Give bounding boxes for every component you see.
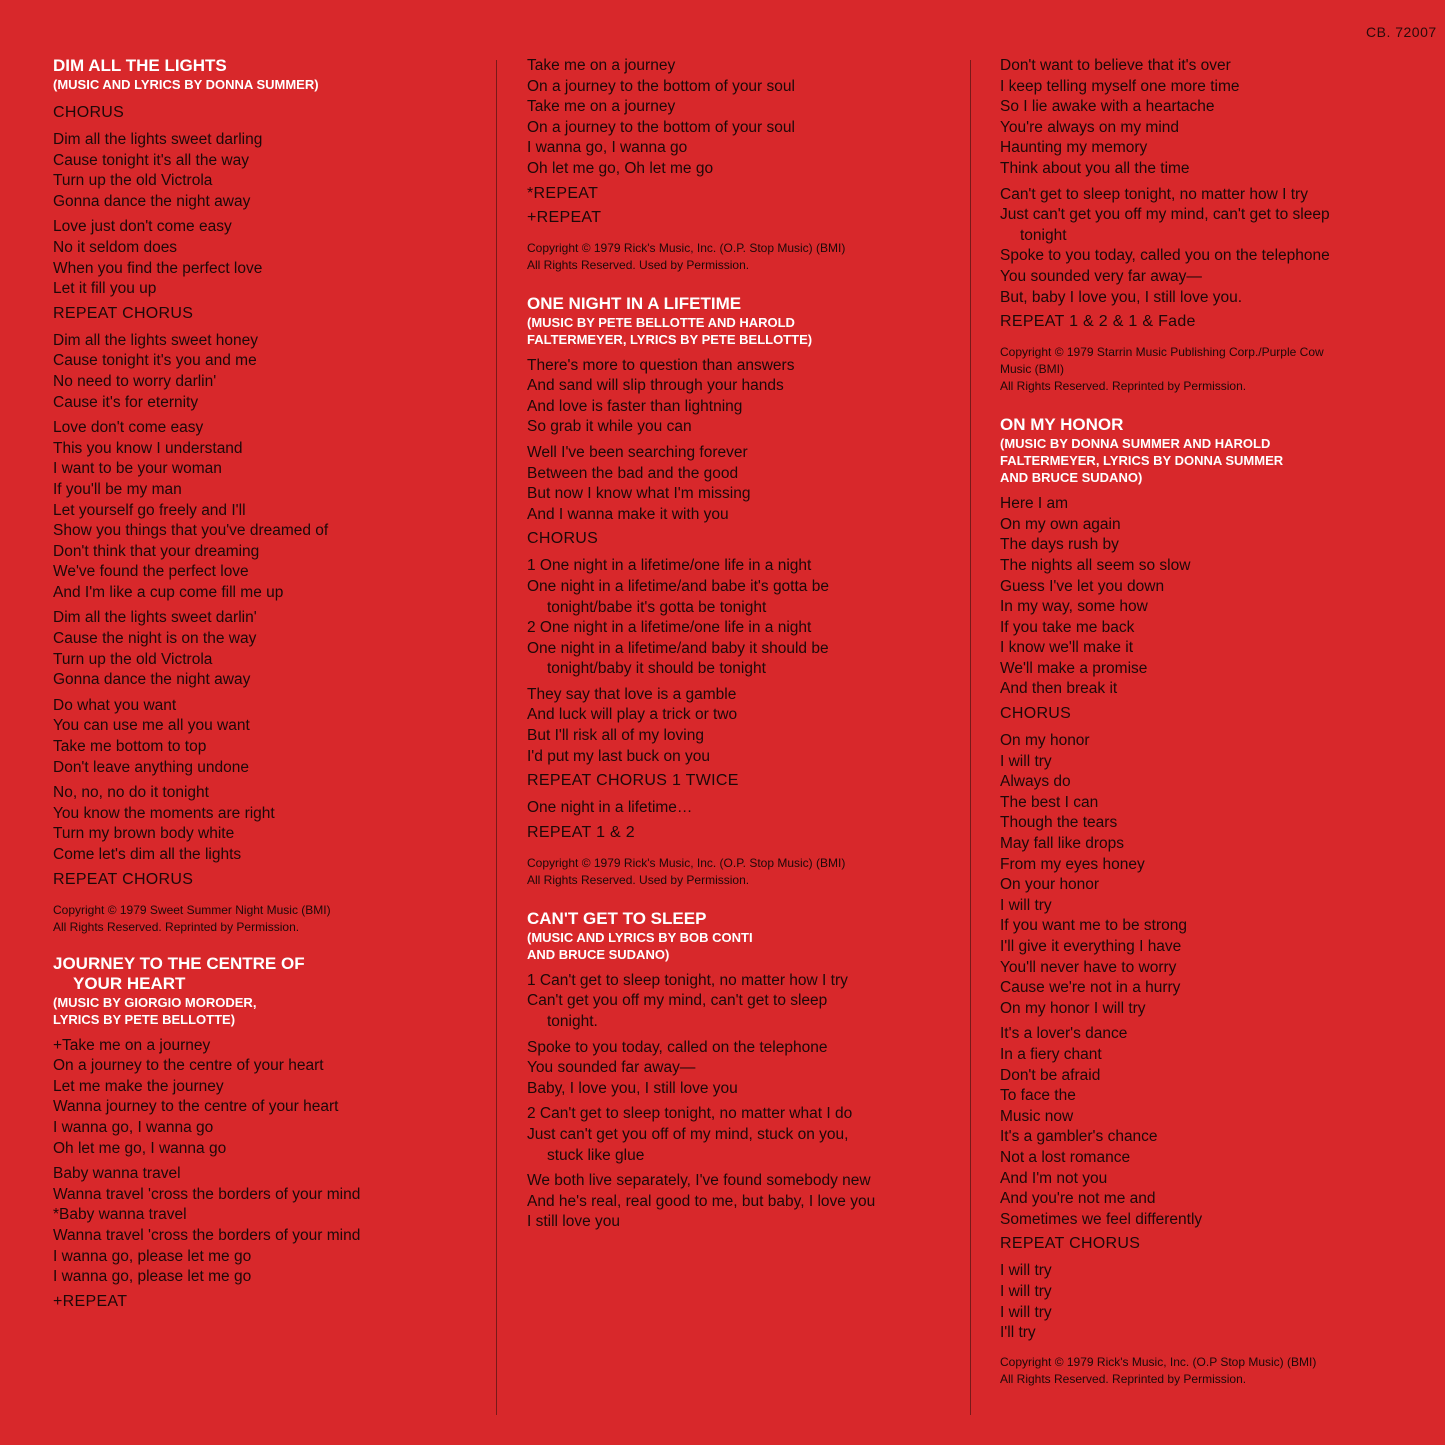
- lyric-line: And I wanna make it with you: [527, 505, 729, 523]
- lyric-line: Wanna journey to the centre of your heart: [53, 1098, 339, 1116]
- repeat-label: *REPEAT: [527, 184, 599, 202]
- song-credits: [527, 929, 962, 963]
- lyric-line: Don't leave anything undone: [53, 758, 249, 776]
- lyric-line: And luck will play a trick or two: [527, 706, 738, 724]
- lyric-line: If you'll be my man: [53, 480, 182, 498]
- lyric-line: And then break it: [1000, 680, 1118, 698]
- lyric-line: You can use me all you want: [53, 717, 250, 735]
- lyric-stanza: [53, 331, 483, 413]
- lyric-line: Let me make the journey: [53, 1077, 224, 1095]
- repeat-label: +REPEAT: [527, 208, 602, 226]
- lyric-line: No, no, no do it tonight: [53, 784, 209, 802]
- lyric-line: Don't think that your dreaming: [53, 542, 260, 560]
- song-on-my-honor: [1000, 415, 1430, 1388]
- copyright-line: Music (BMI): [1000, 362, 1064, 377]
- lyric-line: You're always on my mind: [1000, 118, 1179, 136]
- lyric-line: They say that love is a gamble: [527, 685, 737, 703]
- lyric-line: 2 One night in a lifetime/one life in a night: [527, 619, 812, 637]
- lyric-line: Cause tonight it's you and me: [53, 352, 257, 370]
- lyric-stanza: [527, 56, 962, 180]
- song-journey-continued: [527, 56, 962, 274]
- song-title: [53, 954, 483, 994]
- copyright-line: All Rights Reserved. Used by Permission.: [527, 257, 750, 272]
- song-title: ONE NIGHT IN A LIFETIME: [527, 293, 742, 313]
- lyric-stanza: [53, 1164, 483, 1288]
- lyric-line: 1 Can't get to sleep tonight, no matter how I try: [527, 971, 848, 989]
- song-cant-get-to-sleep: [527, 909, 962, 1233]
- copyright-line: All Rights Reserved. Reprinted by Permission.: [1000, 379, 1247, 394]
- chorus-label: CHORUS: [527, 530, 599, 548]
- credits-line: FALTERMEYER, LYRICS BY PETE BELLOTTE): [527, 331, 813, 347]
- lyric-stanza: [527, 1171, 962, 1233]
- lyric-line: Spoke to you today, called you on the telephone: [1000, 247, 1330, 265]
- lyric-line: Can't get to sleep tonight, no matter how I try: [1000, 185, 1308, 203]
- lyric-line: The best I can: [1000, 793, 1099, 811]
- lyric-line: Take me on a journey: [527, 57, 676, 74]
- lyric-line: Well I've been searching forever: [527, 443, 748, 461]
- repeat-chorus-label: REPEAT CHORUS: [53, 304, 194, 322]
- lyric-line-continued: tonight: [1020, 226, 1067, 244]
- song-credits: (MUSIC AND LYRICS BY DONNA SUMMER): [53, 77, 319, 92]
- lyric-line: Though the tears: [1000, 814, 1118, 832]
- credits-line: LYRICS BY PETE BELLOTTE): [53, 1011, 236, 1027]
- lyric-line: Don't be afraid: [1000, 1066, 1101, 1084]
- lyric-line: Love just don't come easy: [53, 218, 232, 236]
- lyric-line: On your honor: [1000, 876, 1100, 894]
- lyric-stanza: [527, 556, 962, 680]
- chorus-label: CHORUS: [53, 104, 125, 121]
- lyric-line: Baby, I love you, I still love you: [527, 1079, 738, 1097]
- lyric-line: On a journey to the bottom of your soul: [527, 118, 795, 136]
- lyric-line: On my own again: [1000, 515, 1121, 533]
- lyric-line: I will try: [1000, 1262, 1052, 1280]
- copyright-notice: [53, 902, 483, 936]
- lyrics-column-2: [527, 56, 962, 1233]
- repeat-label: REPEAT 1 & 2 & 1 & Fade: [1000, 313, 1196, 331]
- lyric-line: On a journey to the bottom of your soul: [527, 77, 795, 95]
- lyric-line: Cause the night is on the way: [53, 630, 257, 648]
- lyric-line: Music now: [1000, 1107, 1074, 1125]
- lyric-line: Let yourself go freely and I'll: [53, 501, 246, 519]
- lyric-stanza: [53, 130, 483, 212]
- lyrics-column-1: [53, 56, 483, 1314]
- lyric-line: From my eyes honey: [1000, 855, 1145, 873]
- credits-line: (MUSIC AND LYRICS BY BOB CONTI: [527, 929, 753, 945]
- lyric-line: In a fiery chant: [1000, 1045, 1102, 1063]
- column-divider-left: [496, 60, 497, 1415]
- copyright-notice: [1000, 344, 1430, 395]
- lyric-line: The nights all seem so slow: [1000, 556, 1191, 574]
- lyric-line: One night in a lifetime/and babe it's gotta be: [527, 577, 829, 595]
- copyright-line: Copyright © 1979 Starrin Music Publishing Corp./Purple Cow: [1000, 345, 1324, 360]
- lyric-line: I wanna go, I wanna go: [527, 139, 688, 157]
- lyric-line: Cause we're not in a hurry: [1000, 979, 1181, 997]
- song-title-line: JOURNEY TO THE CENTRE OF: [53, 953, 305, 973]
- copyright-line: All Rights Reserved. Reprinted by Permission.: [1000, 1371, 1247, 1386]
- lyric-line: Gonna dance the night away: [53, 192, 251, 210]
- lyric-line: On my honor: [1000, 732, 1090, 750]
- lyric-line: Turn up the old Victrola: [53, 650, 213, 668]
- lyric-line: Sometimes we feel differently: [1000, 1210, 1203, 1228]
- catalog-number: CB. 72007: [1366, 24, 1437, 40]
- lyric-line: And he's real, real good to me, but baby, I love you: [527, 1192, 876, 1210]
- lyric-line: But I'll risk all of my loving: [527, 727, 704, 745]
- lyric-line: But, baby I love you, I still love you.: [1000, 288, 1243, 306]
- lyric-line: But now I know what I'm missing: [527, 485, 751, 503]
- copyright-line: Copyright © 1979 Sweet Summer Night Music (BMI): [53, 902, 331, 917]
- lyric-line: You know the moments are right: [53, 804, 275, 822]
- lyric-line: We'll make a promise: [1000, 659, 1148, 677]
- repeat-label: REPEAT 1 & 2: [527, 823, 635, 841]
- lyric-line: I wanna go, I wanna go: [53, 1118, 214, 1136]
- lyric-line: And you're not me and: [1000, 1190, 1156, 1208]
- lyric-line: +Take me on a journey: [53, 1036, 211, 1054]
- song-title: ON MY HONOR: [1000, 415, 1124, 435]
- lyric-line: Come let's dim all the lights: [53, 846, 242, 863]
- lyric-stanza: [527, 1038, 962, 1100]
- lyric-line: We both live separately, I've found somebody new: [527, 1172, 871, 1190]
- lyric-line: Here I am: [1000, 495, 1069, 513]
- song-dim-all-the-lights: [53, 56, 483, 936]
- lyric-line: To face the: [1000, 1087, 1076, 1105]
- lyric-line: I wanna go, please let me go: [53, 1247, 252, 1265]
- copyright-notice: [527, 855, 962, 889]
- credits-line: (MUSIC BY DONNA SUMMER AND HAROLD: [1000, 436, 1271, 452]
- credits-line: FALTERMEYER, LYRICS BY DONNA SUMMER: [1000, 453, 1284, 469]
- lyric-stanza: [1000, 731, 1430, 1019]
- lyric-line: Love don't come easy: [53, 419, 204, 437]
- lyric-stanza: [53, 1036, 483, 1160]
- lyric-line: If you want me to be strong: [1000, 917, 1187, 935]
- song-title: CAN'T GET TO SLEEP: [527, 908, 707, 928]
- lyric-stanza: [527, 443, 962, 525]
- repeat-label: +REPEAT: [53, 1292, 128, 1310]
- credits-line: AND BRUCE SUDANO): [1000, 470, 1143, 486]
- lyric-line: So I lie awake with a heartache: [1000, 98, 1215, 116]
- lyric-line: I will try: [1000, 1303, 1052, 1321]
- lyric-line: I will try: [1000, 752, 1052, 770]
- repeat-chorus-label: REPEAT CHORUS: [1000, 1235, 1141, 1253]
- lyric-line: On a journey to the centre of your heart: [53, 1057, 324, 1075]
- copyright-line: Copyright © 1979 Rick's Music, Inc. (O.P. Stop Music) (BMI): [527, 240, 846, 255]
- lyric-stanza: [53, 608, 483, 690]
- copyright-line: All Rights Reserved. Used by Permission.: [527, 872, 750, 887]
- song-credits: [53, 994, 483, 1028]
- lyric-line: Can't get you off my mind, can't get to sleep: [527, 992, 828, 1010]
- copyright-notice: [1000, 1354, 1430, 1388]
- copyright-line: All Rights Reserved. Reprinted by Permission.: [53, 919, 300, 934]
- credits-line: (MUSIC BY GIORGIO MORODER,: [53, 994, 257, 1010]
- song-credits: [1000, 435, 1430, 486]
- lyric-line: I know we'll make it: [1000, 639, 1134, 657]
- lyric-stanza: [527, 798, 962, 819]
- lyric-line: Not a lost romance: [1000, 1148, 1131, 1166]
- lyric-line: 1 One night in a lifetime/one life in a night: [527, 557, 812, 575]
- song-journey-to-the-centre-of-your-heart: [53, 954, 483, 1314]
- lyric-line: Don't want to believe that it's over: [1000, 57, 1231, 74]
- lyric-line: Turn up the old Victrola: [53, 172, 213, 190]
- lyric-line: If you take me back: [1000, 618, 1135, 636]
- chorus-label: CHORUS: [1000, 705, 1072, 723]
- lyric-line: This you know I understand: [53, 439, 243, 457]
- lyric-line: And love is faster than lightning: [527, 397, 743, 415]
- column-divider-right: [970, 60, 971, 1415]
- lyric-line: Take me on a journey: [527, 98, 676, 116]
- lyric-stanza: [53, 418, 483, 603]
- lyric-stanza: [527, 1104, 962, 1166]
- lyric-stanza: [1000, 1024, 1430, 1230]
- lyric-line: And sand will slip through your hands: [527, 377, 784, 395]
- lyric-line: I still love you: [527, 1213, 621, 1231]
- lyric-line: Do what you want: [53, 696, 177, 714]
- lyric-line-continued: tonight/babe it's gotta be tonight: [547, 598, 767, 616]
- lyric-line: So grab it while you can: [527, 418, 692, 436]
- lyric-stanza: [1000, 1261, 1430, 1343]
- copyright-line: Copyright © 1979 Rick's Music, Inc. (O.P Stop Music) (BMI): [1000, 1354, 1317, 1369]
- lyric-line: Dim all the lights sweet honey: [53, 331, 259, 349]
- lyric-line: Between the bad and the good: [527, 464, 739, 482]
- lyric-line: Wanna travel 'cross the borders of your mind: [53, 1185, 361, 1203]
- lyric-line: You'll never have to worry: [1000, 958, 1177, 976]
- song-one-night-in-a-lifetime: [527, 294, 962, 889]
- lyric-line: Dim all the lights sweet darlin': [53, 609, 257, 627]
- lyric-line: One night in a lifetime/and baby it should be: [527, 639, 829, 657]
- lyric-line: Guess I've let you down: [1000, 577, 1165, 595]
- lyric-stanza: [53, 217, 483, 299]
- lyric-line: And I'm like a cup come fill me up: [53, 583, 284, 601]
- repeat-chorus-label: REPEAT CHORUS: [53, 870, 194, 888]
- lyric-line: The days rush by: [1000, 536, 1119, 554]
- repeat-chorus-label: REPEAT CHORUS 1 TWICE: [527, 772, 739, 790]
- lyric-line-continued: stuck like glue: [547, 1146, 645, 1164]
- lyric-line: I will try: [1000, 896, 1052, 914]
- lyric-line: Haunting my memory: [1000, 139, 1148, 157]
- lyric-line: Gonna dance the night away: [53, 671, 251, 689]
- lyric-line: In my way, some how: [1000, 598, 1148, 616]
- lyric-stanza: [527, 685, 962, 767]
- lyric-line: I'll give it everything I have: [1000, 938, 1182, 955]
- copyright-notice: [527, 240, 962, 274]
- lyric-line: I wanna go, please let me go: [53, 1268, 252, 1286]
- lyric-line: 2 Can't get to sleep tonight, no matter what I do: [527, 1105, 853, 1123]
- lyric-line: No need to worry darlin': [53, 372, 217, 390]
- lyric-line: It's a lover's dance: [1000, 1025, 1128, 1043]
- credits-line: AND BRUCE SUDANO): [527, 946, 670, 962]
- lyric-line: It's a gambler's chance: [1000, 1128, 1158, 1146]
- lyric-line-continued: tonight/baby it should be tonight: [547, 660, 766, 678]
- credits-line: (MUSIC BY PETE BELLOTTE AND HAROLD: [527, 314, 795, 330]
- lyric-stanza: [527, 971, 962, 1033]
- lyric-line: I'll try: [1000, 1324, 1036, 1342]
- lyric-line: I keep telling myself one more time: [1000, 77, 1240, 95]
- lyric-line: No it seldom does: [53, 238, 178, 256]
- lyric-line: On my honor I will try: [1000, 999, 1146, 1017]
- lyric-line: We've found the perfect love: [53, 563, 249, 581]
- lyric-line: Turn my brown body white: [53, 825, 235, 843]
- lyric-line: Cause tonight it's all the way: [53, 151, 249, 169]
- lyric-line: Take me bottom to top: [53, 738, 207, 756]
- lyric-stanza: [53, 696, 483, 778]
- lyric-line: I'd put my last buck on you: [527, 747, 711, 765]
- lyric-line: Oh let me go, Oh let me go: [527, 159, 714, 177]
- lyric-line: Just can't get you off of my mind, stuck on you,: [527, 1126, 849, 1143]
- lyric-line: You sounded far away—: [527, 1059, 696, 1077]
- lyric-stanza: [53, 783, 483, 865]
- lyric-line: Show you things that you've dreamed of: [53, 522, 329, 540]
- song-cant-get-to-sleep-continued: [1000, 56, 1430, 395]
- lyric-line: Wanna travel 'cross the borders of your mind: [53, 1226, 361, 1244]
- lyric-line: Let it fill you up: [53, 280, 157, 298]
- lyric-line: You sounded very far away—: [1000, 267, 1202, 285]
- lyric-line: Spoke to you today, called on the telephone: [527, 1038, 828, 1056]
- lyric-stanza: [1000, 494, 1430, 700]
- song-title: DIM ALL THE LIGHTS: [53, 56, 227, 75]
- lyric-stanza: [1000, 56, 1430, 180]
- lyric-stanza: [1000, 185, 1430, 309]
- lyric-line-continued: tonight.: [547, 1013, 598, 1031]
- lyric-line: May fall like drops: [1000, 835, 1125, 853]
- song-title-line: YOUR HEART: [73, 973, 186, 993]
- lyric-line: Oh let me go, I wanna go: [53, 1139, 227, 1157]
- lyric-line: When you find the perfect love: [53, 259, 263, 277]
- lyric-line: And I'm not you: [1000, 1169, 1108, 1187]
- lyric-line: One night in a lifetime…: [527, 799, 693, 817]
- copyright-line: Copyright © 1979 Rick's Music, Inc. (O.P. Stop Music) (BMI): [527, 855, 846, 870]
- lyric-line: Always do: [1000, 773, 1071, 791]
- lyric-line: Baby wanna travel: [53, 1165, 181, 1183]
- lyrics-column-3: [1000, 56, 1430, 1388]
- lyric-line: There's more to question than answers: [527, 356, 795, 374]
- lyric-line: *Baby wanna travel: [53, 1206, 187, 1224]
- lyric-stanza: [527, 356, 962, 438]
- song-credits: [527, 314, 962, 348]
- lyric-line: I want to be your woman: [53, 460, 222, 478]
- lyric-line: I will try: [1000, 1282, 1052, 1300]
- lyric-line: Cause it's for eternity: [53, 393, 199, 411]
- lyric-line: Just can't get you off my mind, can't get to sleep: [1000, 206, 1330, 224]
- lyric-line: Think about you all the time: [1000, 159, 1190, 177]
- lyric-line: Dim all the lights sweet darling: [53, 131, 263, 148]
